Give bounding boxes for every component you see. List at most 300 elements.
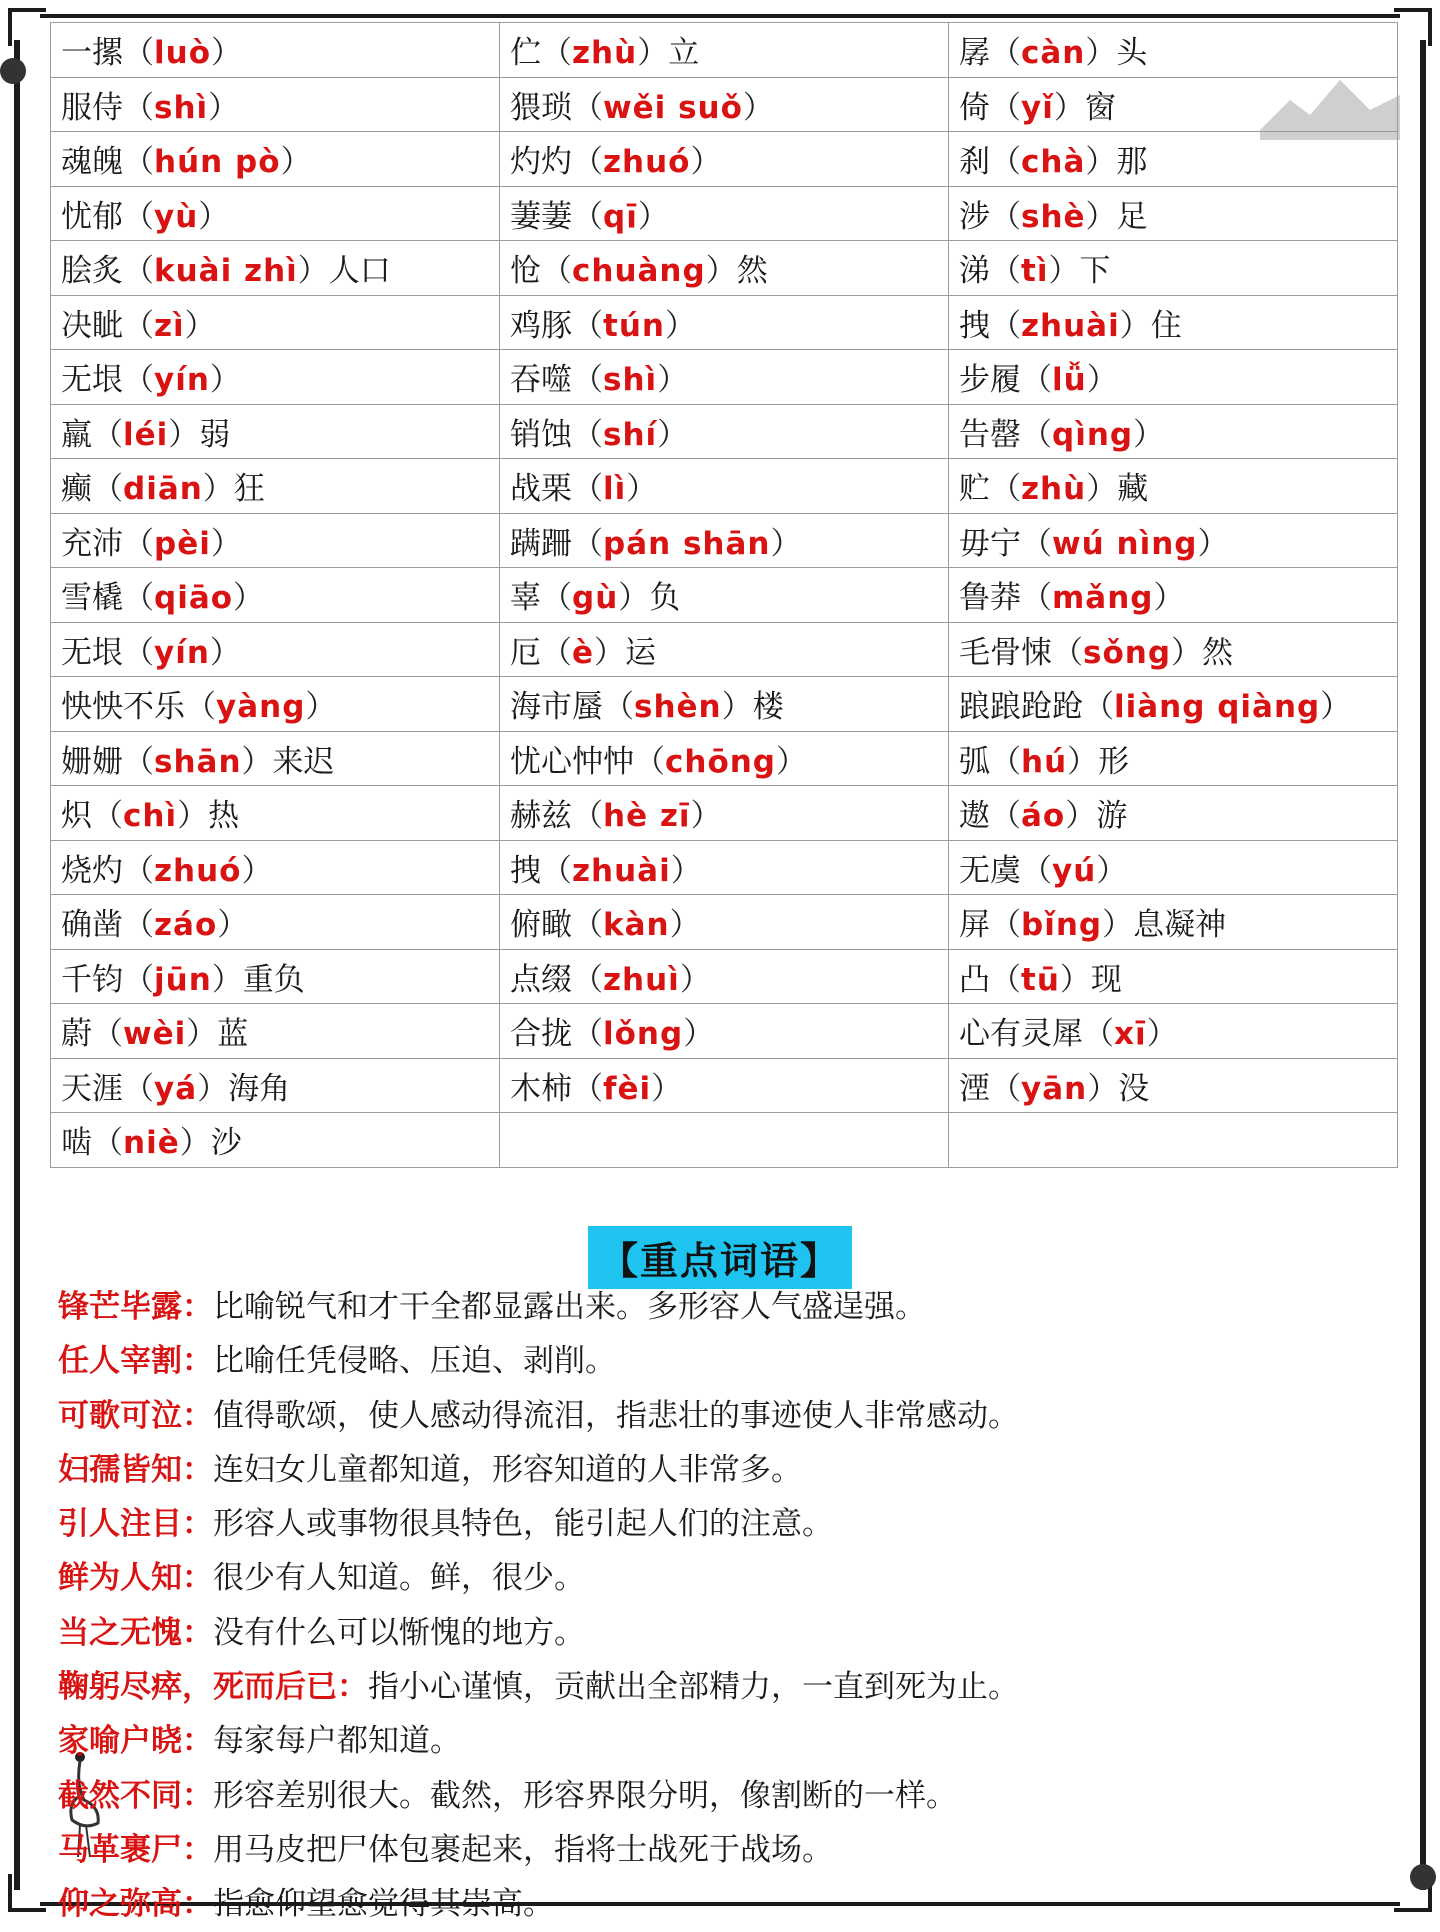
table-cell [949, 186, 1398, 241]
paren-close: ） [208, 89, 240, 126]
table-row [51, 295, 1398, 350]
table-cell [949, 77, 1398, 132]
table-cell [949, 513, 1398, 568]
table-row [51, 1058, 1398, 1113]
paren-open: （ [123, 362, 154, 399]
word-text: 蔚 [61, 1016, 92, 1053]
term-word: 引人注目： [58, 1506, 213, 1543]
word-text: 癫 [61, 471, 92, 508]
term-definition: 比喻任凭侵略、压迫、剥削。 [213, 1343, 616, 1380]
table-cell [500, 23, 949, 78]
pinyin-text: zhuì [603, 961, 680, 998]
paren-open: （ [634, 743, 665, 780]
paren-close: ） [217, 907, 249, 944]
table-row [51, 241, 1398, 296]
paren-close: ） [1086, 471, 1118, 508]
word-text: 鲁莽 [959, 580, 1021, 617]
paren-close: ） [626, 471, 658, 508]
pinyin-text: tì [1021, 253, 1049, 290]
table-cell [51, 840, 500, 895]
pinyin-text: yǐ [1021, 89, 1054, 126]
paren-open: （ [572, 961, 603, 998]
term-row [58, 1877, 1388, 1931]
term-row [58, 1497, 1388, 1551]
paren-open: （ [572, 1016, 603, 1053]
term-definition: 形容差别很大。截然，形容界限分明，像割断的一样。 [213, 1777, 957, 1814]
table-cell [949, 23, 1398, 78]
word-text: 怏怏不乐 [61, 689, 185, 726]
table-row [51, 350, 1398, 405]
word-suffix-text: 楼 [752, 689, 784, 726]
paren-close: ） [241, 743, 273, 780]
paren-close: ） [637, 198, 669, 235]
pinyin-text: shí [603, 416, 658, 453]
table-cell [500, 77, 949, 132]
pinyin-text: shè [1021, 198, 1086, 235]
pinyin-text: yàng [216, 689, 306, 726]
table-cell [500, 622, 949, 677]
term-word: 家喻户晓： [58, 1723, 213, 1760]
word-text: 遨 [959, 798, 990, 835]
paren-close: ） [211, 35, 242, 72]
pinyin-text: hú [1021, 743, 1068, 780]
word-text: 拽 [959, 307, 990, 344]
pinyin-text: yá [154, 1070, 198, 1107]
pinyin-text: mǎng [1052, 580, 1154, 617]
word-suffix-text: 窗 [1084, 89, 1116, 126]
paren-close: ） [1048, 253, 1080, 290]
paren-close: ） [670, 852, 702, 889]
word-suffix-text: 足 [1116, 198, 1148, 235]
paren-close: ） [1146, 1016, 1178, 1053]
pinyin-text: bǐng [1021, 907, 1103, 944]
table-cell [51, 895, 500, 950]
table-cell [51, 77, 500, 132]
pinyin-text: shì [154, 89, 209, 126]
pinyin-text: pán shān [603, 525, 771, 562]
word-text: 啮 [61, 1125, 92, 1162]
table-cell [949, 1004, 1398, 1059]
pinyin-text: zì [154, 307, 185, 344]
paren-open: （ [1021, 362, 1052, 399]
paren-open: （ [572, 416, 603, 453]
word-text: 烧灼 [61, 852, 123, 889]
paren-open: （ [541, 580, 572, 617]
word-text: 一摞 [61, 35, 123, 72]
table-row [51, 840, 1398, 895]
term-definition: 每家每户都知道。 [213, 1723, 461, 1760]
paren-open: （ [123, 89, 154, 126]
paren-open: （ [990, 961, 1021, 998]
paren-close: ） [177, 798, 209, 835]
paren-close: ） [1087, 1070, 1119, 1107]
table-cell [949, 895, 1398, 950]
word-text: 灼灼 [510, 144, 572, 181]
pinyin-text: kuài zhì [154, 253, 298, 290]
paren-close: ） [770, 525, 802, 562]
table-cell [949, 295, 1398, 350]
pinyin-text: yú [1052, 852, 1097, 889]
paren-close: ） [211, 961, 243, 998]
paren-open: （ [1052, 634, 1083, 671]
table-row [51, 23, 1398, 78]
paren-open: （ [572, 307, 603, 344]
table-cell [51, 132, 500, 187]
table-cell [51, 731, 500, 786]
table-cell [51, 622, 500, 677]
word-text: 弧 [959, 743, 990, 780]
word-suffix-text: 形 [1098, 743, 1130, 780]
paren-open: （ [1083, 1016, 1114, 1053]
corner-ornament-top-left [8, 8, 46, 46]
table-cell [51, 186, 500, 241]
table-cell [500, 840, 949, 895]
pinyin-text: chà [1021, 144, 1086, 181]
word-text: 贮 [959, 471, 990, 508]
table-cell [51, 568, 500, 623]
pinyin-text: hún pò [154, 144, 281, 181]
word-text: 倚 [959, 89, 990, 126]
paren-close: ） [1197, 525, 1229, 562]
pinyin-text: léi [123, 416, 169, 453]
table-row [51, 949, 1398, 1004]
paren-close: ） [1133, 416, 1165, 453]
table-row [51, 513, 1398, 568]
paren-open: （ [572, 144, 603, 181]
word-text: 合拢 [510, 1016, 572, 1053]
word-text: 蹒跚 [510, 525, 572, 562]
paren-open: （ [572, 89, 603, 126]
term-row [58, 1714, 1388, 1768]
pinyin-text: càn [1021, 35, 1086, 72]
pinyin-text: wěi suǒ [603, 89, 743, 126]
table-cell [51, 786, 500, 841]
pinyin-text: niè [123, 1125, 180, 1162]
frame-right-line [1420, 40, 1426, 1890]
table-cell [51, 404, 500, 459]
paren-open: （ [990, 144, 1021, 181]
key-terms-list [58, 1280, 1388, 1932]
paren-close: ） [1085, 35, 1117, 72]
word-text: 海市蜃 [510, 689, 603, 726]
pinyin-text: lǚ [1052, 362, 1087, 399]
pinyin-text: luò [154, 35, 211, 72]
paren-close: ） [198, 198, 230, 235]
pinyin-text: áo [1021, 798, 1066, 835]
term-word: 当之无愧： [58, 1614, 213, 1651]
paren-close: ） [186, 1016, 218, 1053]
pinyin-table [50, 22, 1398, 1168]
pinyin-text: zhù [1021, 471, 1087, 508]
word-text: 刹 [959, 144, 990, 181]
paren-open: （ [92, 798, 123, 835]
word-text: 鸡豚 [510, 307, 572, 344]
term-definition: 没有什么可以惭愧的地方。 [213, 1614, 585, 1651]
word-text: 服侍 [61, 89, 123, 126]
table-cell [500, 350, 949, 405]
word-suffix-text: 蓝 [217, 1016, 249, 1053]
word-text: 吞噬 [510, 362, 572, 399]
table-row [51, 1004, 1398, 1059]
word-suffix-text: 然 [1202, 634, 1234, 671]
paren-close: ） [305, 689, 337, 726]
pinyin-text: zhuài [1021, 307, 1120, 344]
word-suffix-text: 运 [625, 634, 657, 671]
word-text: 心有灵犀 [959, 1016, 1083, 1053]
table-cell [949, 840, 1398, 895]
word-text: 怆 [510, 253, 541, 290]
paren-open: （ [572, 1070, 603, 1107]
pinyin-text: fèi [603, 1070, 652, 1107]
pinyin-text: shì [603, 362, 658, 399]
table-cell [500, 132, 949, 187]
term-row [58, 1334, 1388, 1388]
term-definition: 很少有人知道。鲜，很少。 [213, 1560, 585, 1597]
paren-close: ） [184, 307, 216, 344]
table-row [51, 404, 1398, 459]
word-text: 魂魄 [61, 144, 123, 181]
pinyin-text: záo [154, 907, 218, 944]
paren-close: ） [168, 416, 200, 453]
word-suffix-text: 人口 [328, 253, 391, 290]
word-suffix-text: 游 [1096, 798, 1128, 835]
pinyin-text: shān [154, 743, 242, 780]
paren-close: ） [202, 471, 234, 508]
paren-open: （ [1021, 852, 1052, 889]
word-suffix-text: 然 [736, 253, 768, 290]
term-definition: 用马皮把尸体包裹起来，指将士战死于战场。 [213, 1831, 833, 1868]
paren-close: ） [1320, 689, 1352, 726]
word-text: 销蚀 [510, 416, 572, 453]
table-cell [949, 459, 1398, 514]
paren-open: （ [92, 1016, 123, 1053]
paren-close: ） [721, 689, 753, 726]
word-suffix-text: 下 [1079, 253, 1111, 290]
table-cell [500, 459, 949, 514]
section-heading: 【重点词语】 [588, 1226, 852, 1289]
paren-open: （ [603, 689, 634, 726]
paren-close: ） [637, 35, 669, 72]
paren-close: ） [776, 743, 808, 780]
table-cell [949, 241, 1398, 296]
pinyin-text: diān [123, 471, 203, 508]
paren-open: （ [572, 907, 603, 944]
paren-open: （ [123, 907, 154, 944]
word-text: 俯瞰 [510, 907, 572, 944]
table-row [51, 622, 1398, 677]
table-cell [51, 949, 500, 1004]
paren-open: （ [123, 307, 154, 344]
word-suffix-text: 住 [1150, 307, 1182, 344]
word-text: 无虞 [959, 852, 1021, 889]
paren-open: （ [541, 35, 572, 72]
term-word: 锋芒毕露： [58, 1289, 213, 1325]
paren-close: ） [1053, 89, 1085, 126]
word-suffix-text: 狂 [233, 471, 265, 508]
table-cell [51, 350, 500, 405]
paren-open: （ [990, 89, 1021, 126]
table-cell [500, 1058, 949, 1113]
table-cell [51, 1004, 500, 1059]
table-cell [500, 1004, 949, 1059]
term-word: 可歌可泣： [58, 1397, 213, 1434]
table-cell [949, 1058, 1398, 1113]
paren-close: ） [669, 907, 701, 944]
corner-ornament-bottom-left [8, 1874, 46, 1912]
paren-open: （ [123, 525, 154, 562]
table-cell [500, 568, 949, 623]
word-text: 忧心忡忡 [510, 743, 634, 780]
word-text: 屏 [959, 907, 990, 944]
term-definition: 指小心谨慎，贡献出全部精力，一直到死为止。 [368, 1669, 1019, 1706]
paren-open: （ [1021, 525, 1052, 562]
pinyin-text: wú nìng [1052, 525, 1198, 562]
paren-close: ） [297, 253, 329, 290]
pinyin-text: lì [603, 471, 627, 508]
table-row [51, 731, 1398, 786]
paren-close: ） [1085, 144, 1117, 181]
table-cell [51, 513, 500, 568]
paren-open: （ [541, 253, 572, 290]
word-suffix-text: 现 [1090, 961, 1122, 998]
paren-close: ） [1086, 362, 1118, 399]
word-text: 踉踉跄跄 [959, 689, 1083, 726]
paren-open: （ [185, 689, 216, 726]
paren-open: （ [572, 471, 603, 508]
term-definition: 值得歌颂，使人感动得流泪，指悲壮的事迹使人非常感动。 [213, 1397, 1019, 1434]
table-cell [500, 513, 949, 568]
table-cell [51, 459, 500, 514]
word-suffix-text: 沙 [210, 1125, 242, 1162]
paren-open: （ [572, 525, 603, 562]
paren-close: ） [1085, 198, 1117, 235]
paren-close: ） [1067, 743, 1099, 780]
word-text: 涕 [959, 253, 990, 290]
paren-close: ） [664, 307, 696, 344]
table-cell [500, 186, 949, 241]
term-row [58, 1823, 1388, 1877]
term-row [58, 1606, 1388, 1660]
word-text: 赫兹 [510, 798, 572, 835]
table-cell [51, 1113, 500, 1168]
table-cell [500, 677, 949, 732]
paren-close: ） [651, 1070, 683, 1107]
table-row [51, 568, 1398, 623]
table-cell [51, 23, 500, 78]
term-row [58, 1280, 1388, 1334]
paren-close: ） [209, 362, 241, 399]
paren-close: ） [210, 525, 242, 562]
paren-close: ） [209, 634, 241, 671]
pinyin-text: pèi [154, 525, 211, 562]
paren-open: （ [123, 743, 154, 780]
table-cell [500, 404, 949, 459]
term-word: 妇孺皆知： [58, 1451, 213, 1488]
word-text: 充沛 [61, 525, 123, 562]
word-text: 毛骨悚 [959, 634, 1052, 671]
paren-close: ） [1102, 907, 1134, 944]
term-word: 任人宰割： [58, 1343, 213, 1380]
paren-open: （ [990, 253, 1021, 290]
word-text: 辜 [510, 580, 541, 617]
word-suffix-text: 息凝神 [1133, 907, 1227, 944]
term-row [58, 1443, 1388, 1497]
paren-open: （ [1021, 580, 1052, 617]
pinyin-text: gù [572, 580, 619, 617]
paren-open: （ [990, 798, 1021, 835]
paren-close: ） [594, 634, 626, 671]
paren-close: ） [241, 852, 273, 889]
word-text: 千钧 [61, 961, 123, 998]
table-cell [949, 404, 1398, 459]
pinyin-text: shèn [634, 689, 722, 726]
word-text: 木柿 [510, 1070, 572, 1107]
paren-open: （ [990, 743, 1021, 780]
table-cell [500, 295, 949, 350]
paren-close: ） [742, 89, 774, 126]
term-definition: 形容人或事物很具特色，能引起人们的注意。 [213, 1506, 833, 1543]
paren-close: ） [705, 253, 737, 290]
table-cell [500, 731, 949, 786]
pinyin-text: xī [1114, 1016, 1147, 1053]
table-cell [51, 677, 500, 732]
paren-close: ） [683, 1016, 715, 1053]
paren-close: ） [618, 580, 650, 617]
word-text: 毋宁 [959, 525, 1021, 562]
paren-open: （ [990, 307, 1021, 344]
table-row [51, 895, 1398, 950]
paren-open: （ [123, 580, 154, 617]
table-row [51, 186, 1398, 241]
term-row [58, 1551, 1388, 1605]
pinyin-text: chuàng [572, 253, 706, 290]
paren-open: （ [990, 198, 1021, 235]
word-text: 炽 [61, 798, 92, 835]
word-text: 湮 [959, 1070, 990, 1107]
term-definition: 连妇女儿童都知道，形容知道的人非常多。 [213, 1451, 802, 1488]
table-cell [51, 241, 500, 296]
paren-close: ） [233, 580, 265, 617]
pinyin-text: lǒng [603, 1016, 684, 1053]
pinyin-table-body [51, 23, 1398, 1168]
pinyin-text: qī [603, 198, 638, 235]
paren-open: （ [123, 961, 154, 998]
pinyin-text: è [572, 634, 595, 671]
term-row [58, 1660, 1388, 1714]
table-row [51, 677, 1398, 732]
word-text: 孱 [959, 35, 990, 72]
pinyin-text: yān [1021, 1070, 1088, 1107]
paren-close: ） [280, 144, 312, 181]
word-text: 无垠 [61, 362, 123, 399]
table-cell [949, 949, 1398, 1004]
paren-open: （ [123, 852, 154, 889]
corner-ornament-top-right [1394, 8, 1432, 46]
word-text: 决眦 [61, 307, 123, 344]
paren-open: （ [92, 416, 123, 453]
pinyin-text: zhuó [603, 144, 691, 181]
ink-dot-top-left [0, 58, 26, 84]
term-word: 截然不同： [58, 1777, 213, 1814]
word-text: 涉 [959, 198, 990, 235]
paren-open: （ [541, 852, 572, 889]
pinyin-text: qiāo [154, 580, 234, 617]
paren-open: （ [990, 471, 1021, 508]
pinyin-text: zhuó [154, 852, 242, 889]
paren-open: （ [123, 144, 154, 181]
pinyin-text: chì [123, 798, 178, 835]
table-cell [500, 786, 949, 841]
